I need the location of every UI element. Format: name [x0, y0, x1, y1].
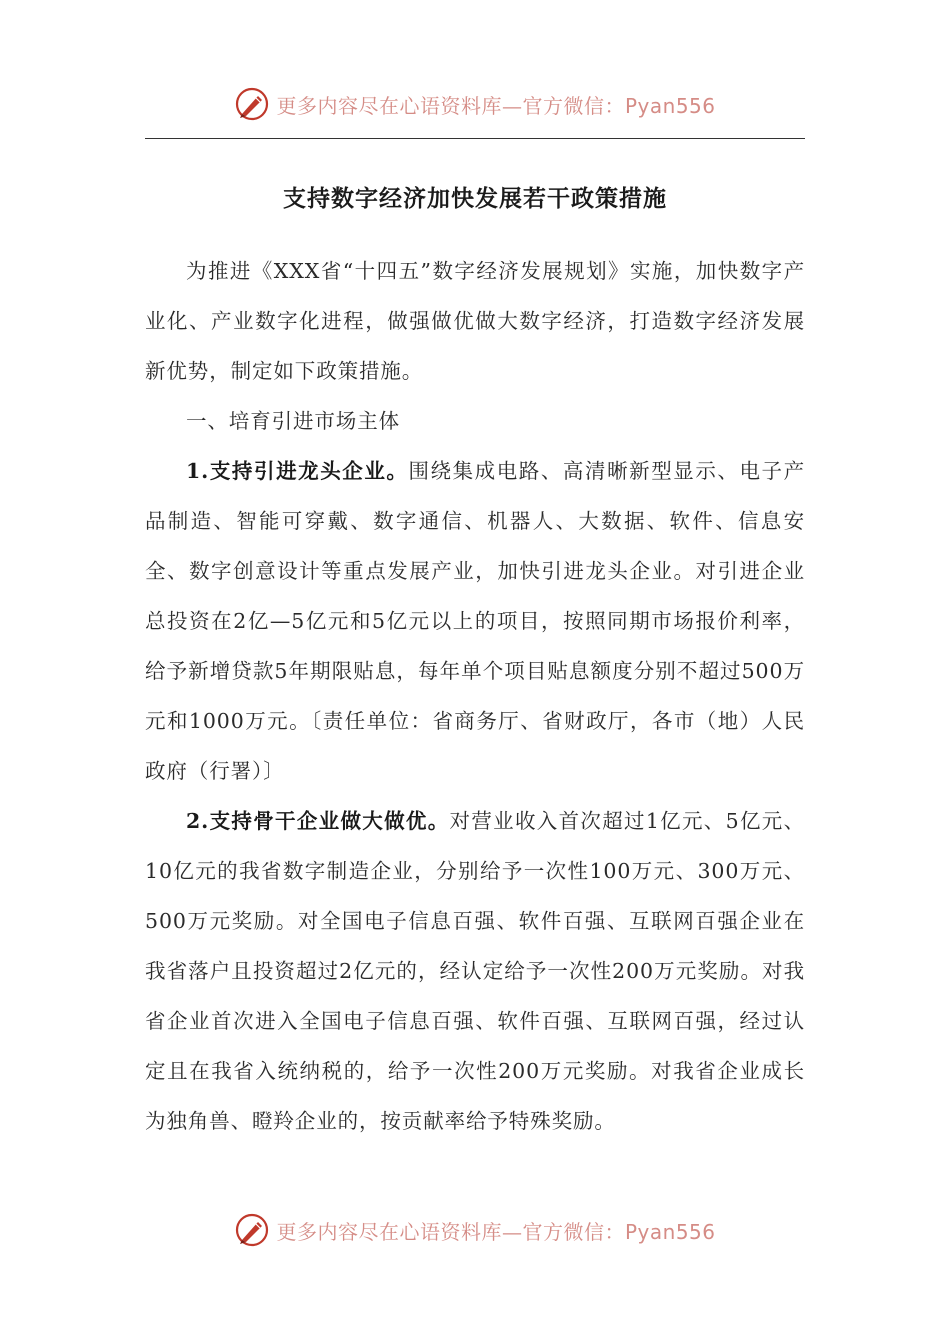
header-divider [145, 138, 805, 139]
intro-paragraph: 为推进《XXX省“十四五”数字经济发展规划》实施，加快数字产业化、产业数字化进程，做强做优做大数字经济，打造数字经济发展新优势，制定如下政策措施。 [145, 259, 805, 383]
pen-logo-icon [234, 1212, 270, 1248]
pen-logo-icon [234, 86, 270, 122]
footer-wechat-id: Pyan556 [624, 1219, 716, 1244]
policy-item-1-heading: 1.支持引进龙头企业。 [186, 459, 409, 483]
footer-banner [0, 1208, 950, 1252]
policy-item-1-text: 围绕集成电路、高清晰新型显示、电子产品制造、智能可穿戴、数字通信、机器人、大数据、软件、信息安全、数字创意设计等重点发展产业，加快引进龙头企业。对引进企业总投资在2亿—5亿元和5亿元以上的项目，按照同期市场报价利率，给予新增贷款5年期限贴息，每年单个项目贴息额度分别不超过500万元和1000万元。〔责任单位：省商务厅、省财政厅，各市（地）人民政府（行署）〕 [145, 459, 805, 783]
header-banner-text: 更多内容尽在心语资料库—官方微信：Pyan556 [276, 93, 716, 118]
header-wechat-id: Pyan556 [624, 93, 716, 118]
footer-banner-text: 更多内容尽在心语资料库—官方微信：Pyan556 [276, 1219, 716, 1244]
policy-item-1 [145, 446, 805, 796]
policy-item-2 [145, 796, 805, 1146]
document-title: 支持数字经济加快发展若干政策措施 [283, 185, 667, 212]
policy-item-2-text: 对营业收入首次超过1亿元、5亿元、10亿元的我省数字制造企业，分别给予一次性100万元、300万元、500万元奖励。对全国电子信息百强、软件百强、互联网百强企业在我省落户且投资超过2亿元的，经认定给予一次性200万元奖励。对我省企业首次进入全国电子信息百强、软件百强、互联网百强，经过认定且在我省入统纳税的，给予一次性200万元奖励。对我省企业成长为独角兽、瞪羚企业的，按贡献率给予特殊奖励。 [145, 809, 805, 1133]
document-body [145, 246, 805, 1146]
policy-item-2-heading: 2.支持骨干企业做大做优。 [186, 809, 450, 833]
section-heading: 一、培育引进市场主体 [186, 409, 400, 433]
header-banner [0, 82, 950, 126]
